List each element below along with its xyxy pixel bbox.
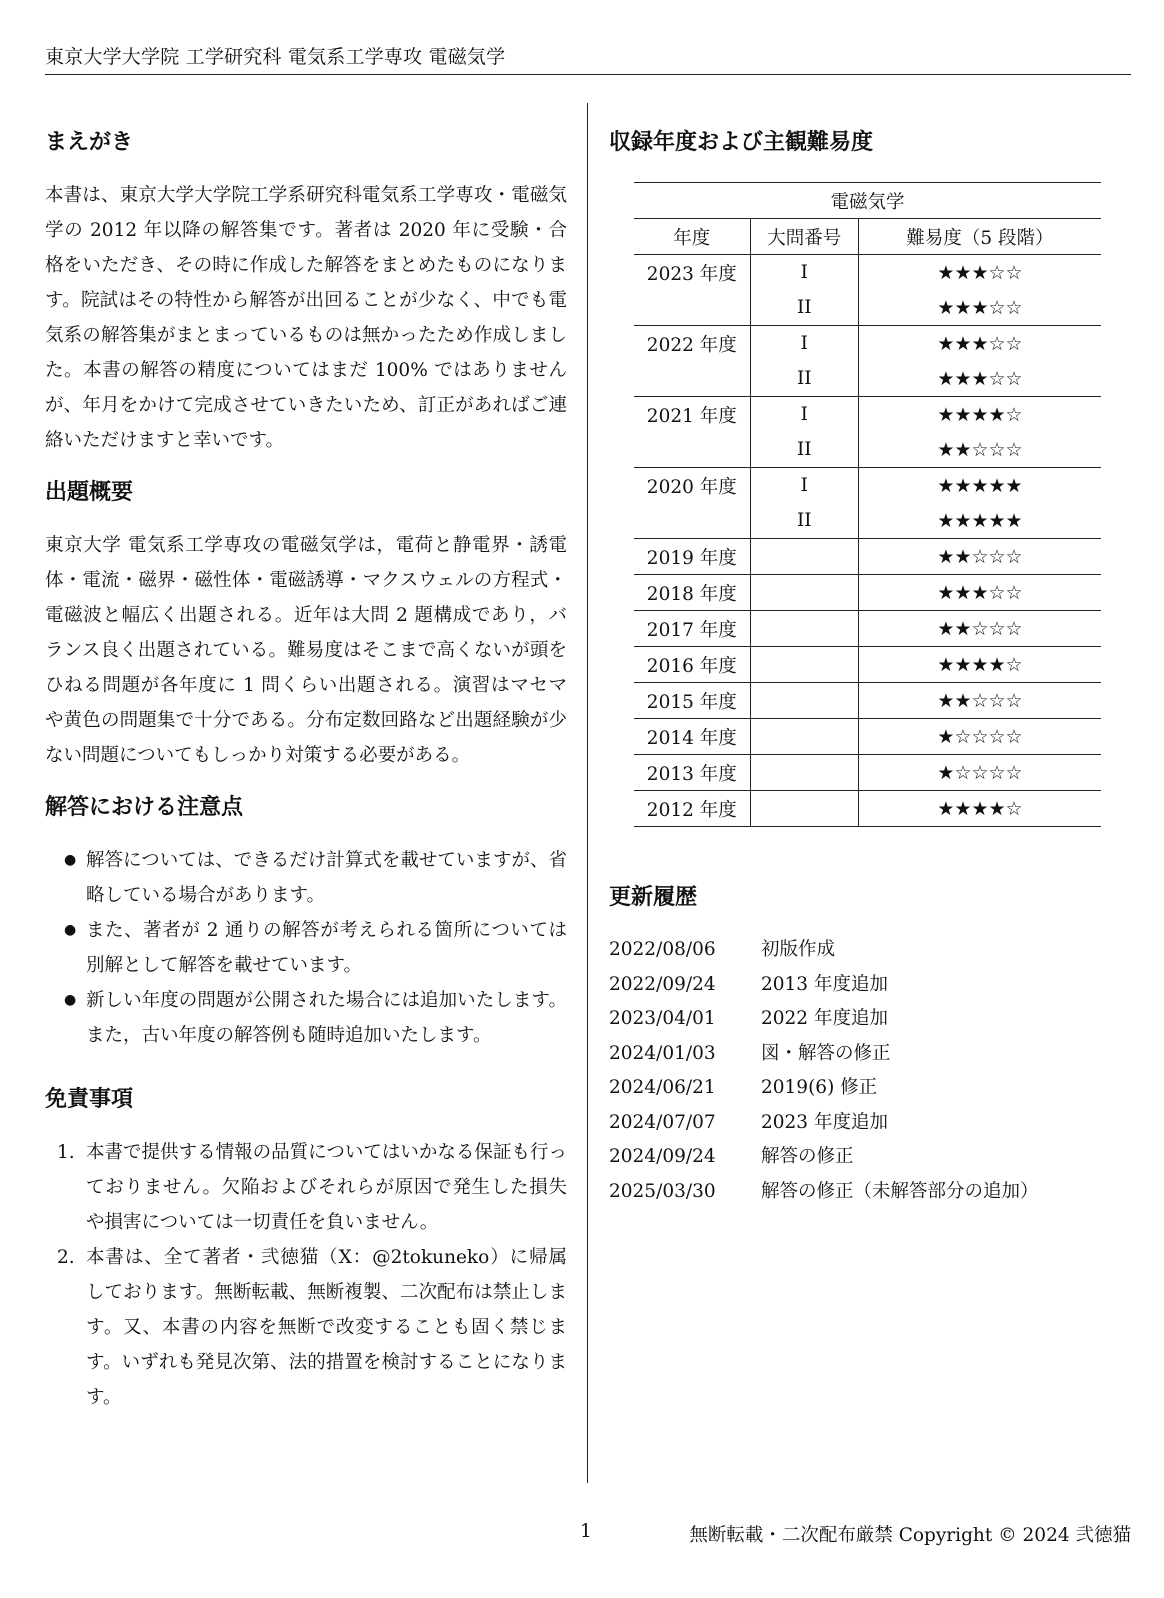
difficulty-stars-cell: ★★☆☆☆: [858, 611, 1101, 647]
update-date: 2022/09/24: [609, 973, 716, 995]
table-row: [634, 255, 1101, 291]
question-number-cell: [750, 719, 858, 755]
copyright-notice: 無断転載・二次配布厳禁 Copyright © 2024 弐徳猫: [689, 1525, 1131, 1546]
question-number-cell: II: [750, 361, 858, 397]
preface-heading: まえがき: [45, 130, 134, 155]
question-number-cell: [750, 575, 858, 611]
update-text: 2019(6) 修正: [761, 1077, 878, 1098]
difficulty-stars-cell: ★★★★★: [858, 503, 1101, 539]
table-caption: 電磁気学: [634, 183, 1101, 219]
difficulty-stars-cell: ★★☆☆☆: [858, 432, 1101, 468]
question-number-cell: [750, 791, 858, 827]
update-date: 2024/07/07: [609, 1111, 716, 1133]
difficulty-heading: 収録年度および主観難易度: [609, 130, 874, 155]
table-row: [634, 755, 1101, 791]
column-header-year: 年度: [634, 219, 750, 255]
updates-heading: 更新履歴: [609, 885, 698, 910]
bullet-icon: ●: [64, 922, 77, 938]
table-row: [634, 683, 1101, 719]
updates-list: [609, 933, 1109, 1209]
year-cell: 2022 年度: [634, 326, 750, 397]
difficulty-stars-cell: ★★★☆☆: [858, 326, 1101, 362]
difficulty-table-wrap: [634, 182, 1101, 827]
table-row: [634, 647, 1101, 683]
overview-section: [45, 478, 567, 773]
left-column: [45, 128, 567, 1435]
question-number-cell: [750, 611, 858, 647]
difficulty-stars-cell: ★★★★☆: [858, 647, 1101, 683]
update-row: [609, 1037, 1109, 1072]
bullet-icon: ●: [64, 992, 77, 1008]
question-number-cell: [750, 539, 858, 575]
right-column: [609, 128, 1109, 1209]
year-cell: 2012 年度: [634, 791, 750, 827]
update-date: 2024/01/03: [609, 1042, 716, 1064]
difficulty-stars-cell: ★★☆☆☆: [858, 539, 1101, 575]
disclaimer-section: [45, 1085, 567, 1415]
update-text: 2013 年度追加: [761, 973, 888, 995]
update-text: 2023 年度追加: [761, 1111, 888, 1133]
page-number: 1: [580, 1521, 592, 1542]
overview-text: 東京大学 電気系工学専攻の電磁気学は，電荷と静電界・誘電体・電流・磁界・磁性体・電磁誘導・マクスウェルの方程式・電磁波と幅広く出題される。近年は大問 2 題構成であり，バランス良く出題されている。難易度はそこまで高くないが頭をひねる問題が各年度に 1 問くらい出題される。演習はマセマや黄色の問題集で十分である。分布定数回路など出題経験が少ない問題についてもしっかり対策する必要がある。: [45, 535, 567, 766]
question-number-cell: I: [750, 326, 858, 362]
year-cell: 2021 年度: [634, 397, 750, 468]
question-number-cell: I: [750, 468, 858, 504]
update-text: 解答の修正: [761, 1146, 854, 1167]
question-number-cell: [750, 683, 858, 719]
update-row: [609, 968, 1109, 1003]
year-cell: 2017 年度: [634, 611, 750, 647]
column-header-difficulty: 難易度（5 段階）: [858, 219, 1101, 255]
table-row: [634, 326, 1101, 362]
disclaimer-heading: 免責事項: [45, 1087, 134, 1112]
update-row: [609, 1106, 1109, 1141]
table-row: [634, 791, 1101, 827]
preface-section: [45, 128, 567, 458]
question-number-cell: II: [750, 290, 858, 326]
list-item: ● 新しい年度の問題が公開された場合には追加いたします。また，古い年度の解答例も随時追加いたします。: [45, 983, 567, 1053]
preface-text: 本書は、東京大学大学院工学系研究科電気系工学専攻・電磁気学の 2012 年以降の解答集です。著者は 2020 年に受験・合格をいただき、その時に作成した解答をまとめたものになります。院試はその特性から解答が出回ることが少なく、中でも電気系の解答集がまとまっているものは無かったため作成しました。本書の解答の精度についてはまだ 100% ではありませんが、年月をかけて完成させていきたいため、訂正があればご連絡いただけますと幸いです。: [45, 185, 567, 451]
update-date: 2024/06/21: [609, 1077, 716, 1098]
table-row: [634, 468, 1101, 504]
update-row: [609, 1140, 1109, 1175]
difficulty-stars-cell: ★☆☆☆☆: [858, 755, 1101, 791]
table-row: [634, 539, 1101, 575]
difficulty-stars-cell: ★★★★☆: [858, 397, 1101, 433]
update-date: 2023/04/01: [609, 1008, 716, 1029]
update-row: [609, 1175, 1109, 1210]
table-row: [634, 611, 1101, 647]
difficulty-stars-cell: ★★★☆☆: [858, 575, 1101, 611]
difficulty-stars-cell: ★★☆☆☆: [858, 683, 1101, 719]
disclaimer-list: [45, 1135, 567, 1415]
year-cell: 2013 年度: [634, 755, 750, 791]
year-cell: 2023 年度: [634, 255, 750, 326]
difficulty-stars-cell: ★★★★☆: [858, 791, 1101, 827]
list-item: 1. 本書で提供する情報の品質についてはいかなる保証も行っておりません。欠陥およびそれらが原因で発生した損失や損害については一切責任を負いません。: [57, 1142, 567, 1233]
update-date: 2024/09/24: [609, 1146, 716, 1167]
update-text: 図・解答の修正: [761, 1042, 891, 1064]
difficulty-stars-cell: ★★★★★: [858, 468, 1101, 504]
notes-list: [45, 843, 567, 1053]
year-cell: 2014 年度: [634, 719, 750, 755]
column-divider: [587, 103, 588, 1483]
question-number-cell: I: [750, 255, 858, 291]
header-rule: [45, 74, 1131, 75]
update-row: [609, 1071, 1109, 1106]
update-text: 初版作成: [761, 939, 836, 960]
table-row: [634, 575, 1101, 611]
difficulty-stars-cell: ★★★☆☆: [858, 361, 1101, 397]
table-row: [634, 397, 1101, 433]
year-cell: 2019 年度: [634, 539, 750, 575]
list-item: ● また、著者が 2 通りの解答が考えられる箇所については別解として解答を載せています。: [45, 913, 567, 983]
year-cell: 2015 年度: [634, 683, 750, 719]
bullet-icon: ●: [64, 852, 77, 868]
year-cell: 2016 年度: [634, 647, 750, 683]
difficulty-stars-cell: ★☆☆☆☆: [858, 719, 1101, 755]
question-number-cell: [750, 647, 858, 683]
notes-section: [45, 793, 567, 1053]
question-number-cell: [750, 755, 858, 791]
difficulty-stars-cell: ★★★☆☆: [858, 255, 1101, 291]
running-header: 東京大学大学院 工学研究科 電気系工学専攻 電磁気学: [45, 46, 506, 68]
question-number-cell: II: [750, 503, 858, 539]
overview-heading: 出題概要: [45, 480, 134, 505]
difficulty-table: [634, 182, 1101, 827]
notes-heading: 解答における注意点: [45, 795, 244, 820]
year-cell: 2018 年度: [634, 575, 750, 611]
difficulty-stars-cell: ★★★☆☆: [858, 290, 1101, 326]
year-cell: 2020 年度: [634, 468, 750, 539]
list-item: ● 解答については、できるだけ計算式を載せていますが、省略している場合があります。: [45, 843, 567, 913]
question-number-cell: I: [750, 397, 858, 433]
update-text: 解答の修正（未解答部分の追加）: [761, 1180, 1039, 1202]
update-date: 2025/03/30: [609, 1180, 716, 1202]
list-item: 2. 本書は、全て著者・弐徳猫（X：@2tokuneko）に帰属しております。無断転載、無断複製、二次配布は禁止します。又、本書の内容を無断で改変することも固く禁じます。いずれも発見次第、法的措置を検討することになります。: [57, 1247, 567, 1408]
update-date: 2022/08/06: [609, 939, 716, 960]
difficulty-table-body: [634, 255, 1101, 827]
column-header-number: 大問番号: [750, 219, 858, 255]
update-row: [609, 1002, 1109, 1037]
question-number-cell: II: [750, 432, 858, 468]
update-text: 2022 年度追加: [761, 1008, 888, 1029]
table-row: [634, 719, 1101, 755]
update-row: [609, 933, 1109, 968]
